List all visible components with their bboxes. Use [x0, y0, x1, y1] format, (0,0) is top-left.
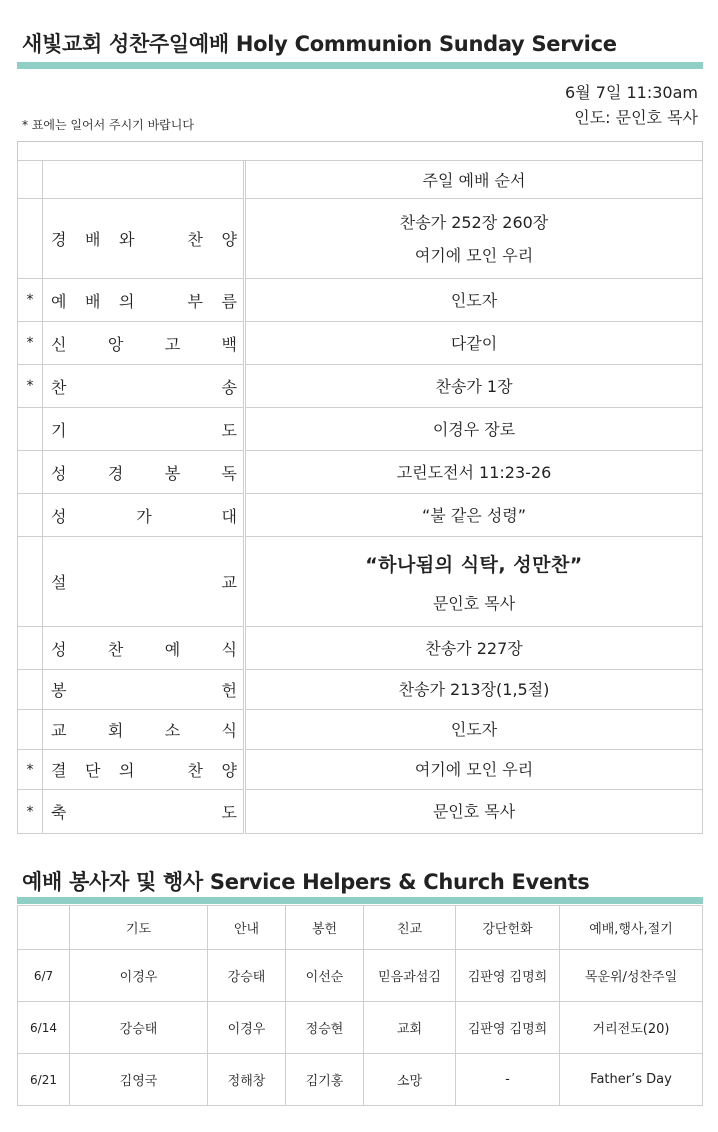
- helpers-cell: Father’s Day: [560, 1054, 703, 1106]
- detail-subline: 여기에 모인 우리: [414, 245, 534, 265]
- detail-line: 여기에 모인 우리: [414, 760, 534, 779]
- detail-line: 고린도전서 11:23-26: [396, 462, 552, 482]
- helpers-title: 예배 봉사자 및 행사 Service Helpers & Church Events: [22, 870, 590, 894]
- order-item-name: 결 단 의 찬 양: [43, 750, 245, 790]
- standing-mark: [18, 494, 43, 537]
- order-row: [18, 322, 703, 365]
- order-item-name: 성 가 대: [43, 494, 245, 537]
- helpers-column-header: 기도: [70, 906, 208, 950]
- helpers-cell: 이경우: [70, 950, 208, 1002]
- helpers-cell: 김판영 김명희: [456, 1002, 560, 1054]
- service-date-time: 6월 7일 11:30am: [565, 83, 698, 102]
- standing-mark: [18, 627, 43, 670]
- order-item-name: 찬 송: [43, 365, 245, 408]
- title-divider: [17, 62, 703, 69]
- helpers-cell: 김판영 김명희: [456, 950, 560, 1002]
- order-row: [18, 627, 703, 670]
- detail-line: 인도자: [450, 720, 498, 739]
- helpers-divider: [17, 897, 703, 904]
- order-item-detail: [245, 408, 703, 451]
- helpers-date: 6/7: [18, 950, 70, 1002]
- helpers-cell: 강승태: [70, 1002, 208, 1054]
- helpers-cell: 교회: [364, 1002, 456, 1054]
- helpers-column-header: 강단헌화: [456, 906, 560, 950]
- order-item-name: 신 앙 고 백: [43, 322, 245, 365]
- standing-mark: [18, 670, 43, 710]
- page-title: 새빛교회 성찬주일예배 Holy Communion Sunday Service: [22, 32, 617, 56]
- order-row: [18, 670, 703, 710]
- order-row: [18, 408, 703, 451]
- helpers-cell: 믿음과섬김: [364, 950, 456, 1002]
- order-header-row: [18, 161, 703, 199]
- table-spacer-row: [17, 141, 703, 161]
- detail-subline: 문인호 목사: [432, 594, 516, 613]
- detail-line: 이경우 장로: [432, 419, 516, 439]
- detail-line: 문인호 목사: [432, 802, 516, 821]
- order-item-detail: [245, 494, 703, 537]
- helpers-row: [18, 1002, 703, 1054]
- helpers-cell: 김기홍: [286, 1054, 364, 1106]
- service-info: [565, 80, 698, 130]
- order-item-name: 예 배 의 부 름: [43, 279, 245, 322]
- helpers-row: [18, 1054, 703, 1106]
- detail-line: 다같이: [450, 333, 498, 353]
- order-item-detail: [245, 537, 703, 627]
- helpers-header-row: [18, 906, 703, 950]
- order-item-name: 설 교: [43, 537, 245, 627]
- detail-line: 인도자: [450, 290, 498, 310]
- order-row: [18, 750, 703, 790]
- detail-line: 찬송가 1장: [435, 376, 513, 396]
- order-item-name: 기 도: [43, 408, 245, 451]
- helpers-column-header: 예배,행사,절기: [560, 906, 703, 950]
- order-item-detail: [245, 670, 703, 710]
- order-row: [18, 710, 703, 750]
- order-row: [18, 790, 703, 834]
- order-row: [18, 537, 703, 627]
- helpers-cell: 이경우: [208, 1002, 286, 1054]
- helpers-table: [17, 905, 703, 1106]
- order-item-detail: [245, 322, 703, 365]
- order-row: [18, 494, 703, 537]
- helpers-cell: 목운위/성찬주일: [560, 950, 703, 1002]
- order-item-detail: [245, 199, 703, 279]
- helpers-row: [18, 950, 703, 1002]
- order-item-name: 축 도: [43, 790, 245, 834]
- standing-note: * 표에는 일어서 주시기 바랍니다: [22, 118, 194, 132]
- standing-mark: *: [18, 750, 43, 790]
- order-item-detail: [245, 710, 703, 750]
- order-row: [18, 199, 703, 279]
- standing-mark: [18, 199, 43, 279]
- standing-mark: *: [18, 365, 43, 408]
- name-header: [43, 161, 245, 199]
- worship-order-table: [17, 160, 703, 834]
- helpers-cell: 강승태: [208, 950, 286, 1002]
- helpers-cell: -: [456, 1054, 560, 1106]
- order-item-name: 성 찬 예 식: [43, 627, 245, 670]
- helpers-cell: 김영국: [70, 1054, 208, 1106]
- order-heading: 주일 예배 순서: [245, 161, 703, 199]
- helpers-cell: 정승현: [286, 1002, 364, 1054]
- standing-mark: *: [18, 790, 43, 834]
- helpers-cell: 거리전도(20): [560, 1002, 703, 1054]
- order-item-detail: [245, 790, 703, 834]
- detail-line: 찬송가 213장(1,5절): [398, 680, 550, 699]
- standing-mark: [18, 408, 43, 451]
- detail-line: “하나됨의 식탁, 성만찬”: [365, 554, 583, 576]
- helpers-cell: 정해창: [208, 1054, 286, 1106]
- order-item-name: 교 회 소 식: [43, 710, 245, 750]
- detail-line: “불 같은 성령”: [421, 505, 527, 525]
- standing-mark: [18, 537, 43, 627]
- helpers-column-header: [18, 906, 70, 950]
- standing-mark: *: [18, 279, 43, 322]
- helpers-column-header: 친교: [364, 906, 456, 950]
- standing-mark: *: [18, 322, 43, 365]
- order-item-name: 성 경 봉 독: [43, 451, 245, 494]
- star-header: [18, 161, 43, 199]
- order-row: [18, 279, 703, 322]
- order-row: [18, 451, 703, 494]
- helpers-date: 6/14: [18, 1002, 70, 1054]
- helpers-date: 6/21: [18, 1054, 70, 1106]
- service-leader: 인도: 문인호 목사: [574, 108, 698, 127]
- helpers-cell: 이선순: [286, 950, 364, 1002]
- helpers-column-header: 안내: [208, 906, 286, 950]
- helpers-column-header: 봉헌: [286, 906, 364, 950]
- order-item-name: 경 배 와 찬 양: [43, 199, 245, 279]
- standing-mark: [18, 451, 43, 494]
- order-row: [18, 365, 703, 408]
- order-item-detail: [245, 750, 703, 790]
- detail-line: 찬송가 227장: [425, 638, 523, 658]
- helpers-cell: 소망: [364, 1054, 456, 1106]
- order-item-detail: [245, 451, 703, 494]
- order-item-detail: [245, 279, 703, 322]
- order-item-detail: [245, 627, 703, 670]
- standing-mark: [18, 710, 43, 750]
- order-item-name: 봉 헌: [43, 670, 245, 710]
- order-item-detail: [245, 365, 703, 408]
- detail-line: 찬송가 252장 260장: [399, 212, 549, 232]
